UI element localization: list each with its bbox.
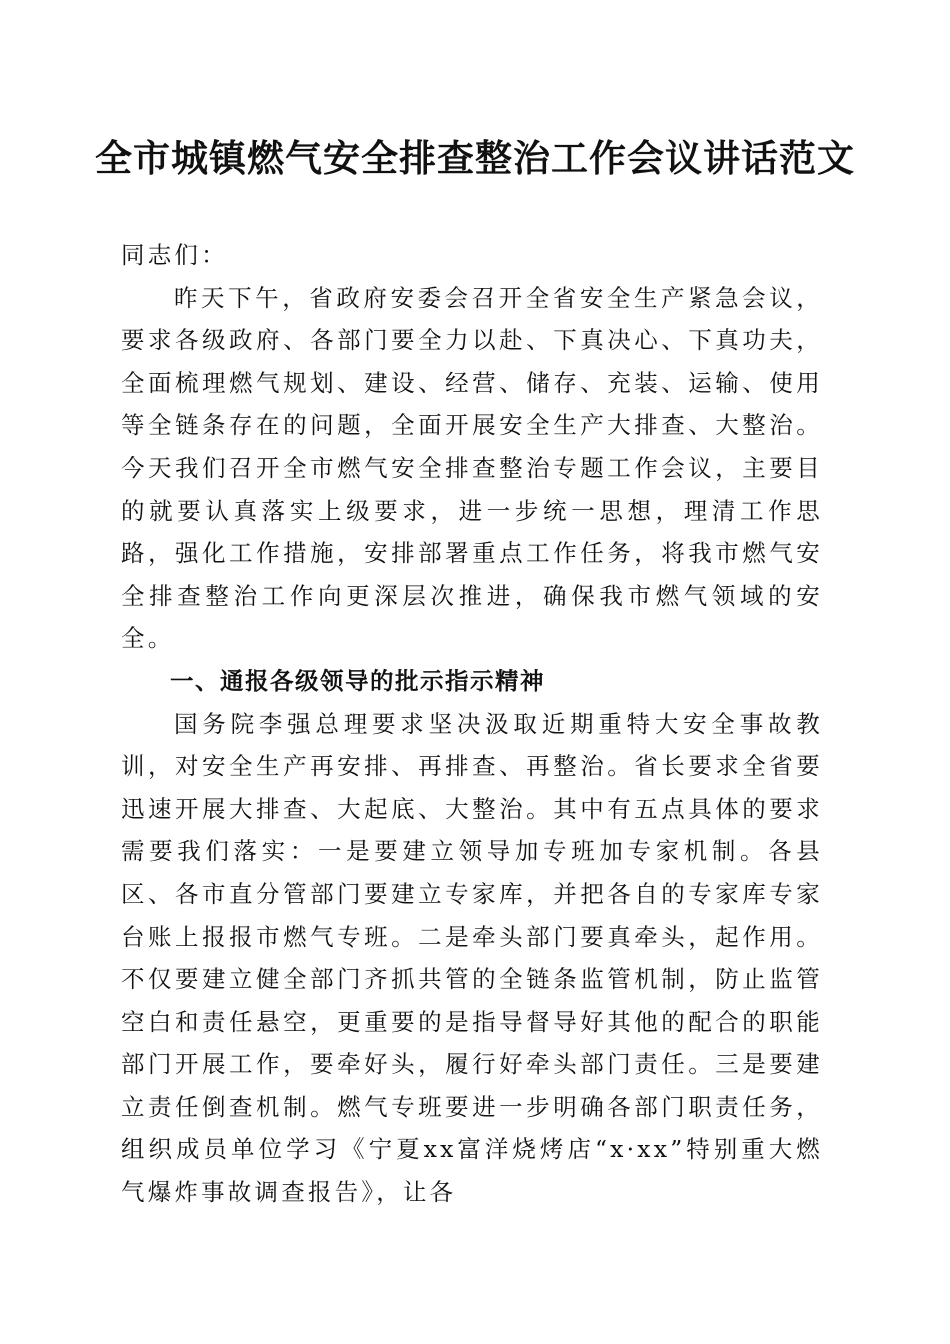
section-heading: 一、通报各级领导的批示指示精神 (170, 666, 545, 695)
document-body (121, 234, 823, 1214)
document-title: 全市城镇燃气安全排查整治工作会议讲话范文 (95, 136, 855, 180)
paragraph-intro: 昨天下午，省政府安委会召开全省安全生产紧急会议，要求各级政府、各部门要全力以赴、下真决心、下真功夫，全面梳理燃气规划、建设、经营、储存、充装、运输、使用等全链条存在的问题，全面开展安全生产大排查、大整治。今天我们召开全市燃气安全排查整治专题工作会议，主要目的就要认真落实上级要求，进一步统一思想，理清工作思路，强化工作措施，安排部署重点工作任务，将我市燃气安全排查整治工作向更深层次推进，确保我市燃气领域的安全。 (121, 283, 823, 653)
paragraph-section-1: 国务院李强总理要求坚决汲取近期重特大安全事故教训，对安全生产再安排、再排查、再整治。省长要求全省要迅速开展大排查、大起底、大整治。其中有五点具体的要求需要我们落实：一是要建立领导加专班加专家机制。各县区、各市直分管部门要建立专家库，并把各自的专家库专家台账上报报市燃气专班。二是牵头部门要真牵头，起作用。不仅要建立健全部门齐抓共管的全链条监管机制，防止监管空白和责任悬空，更重要的是指导督导好其他的配合的职能部门开展工作，要牵好头，履行好牵头部门责任。三是要建立责任倒查机制。燃气专班要进一步明确各部门职责任务，组织成员单位学习《宁夏xx富洋烧烤店“x·xx”特别重大燃气爆炸事故调查报告》，让各 (121, 709, 823, 1207)
salutation: 同志们： (121, 241, 228, 269)
